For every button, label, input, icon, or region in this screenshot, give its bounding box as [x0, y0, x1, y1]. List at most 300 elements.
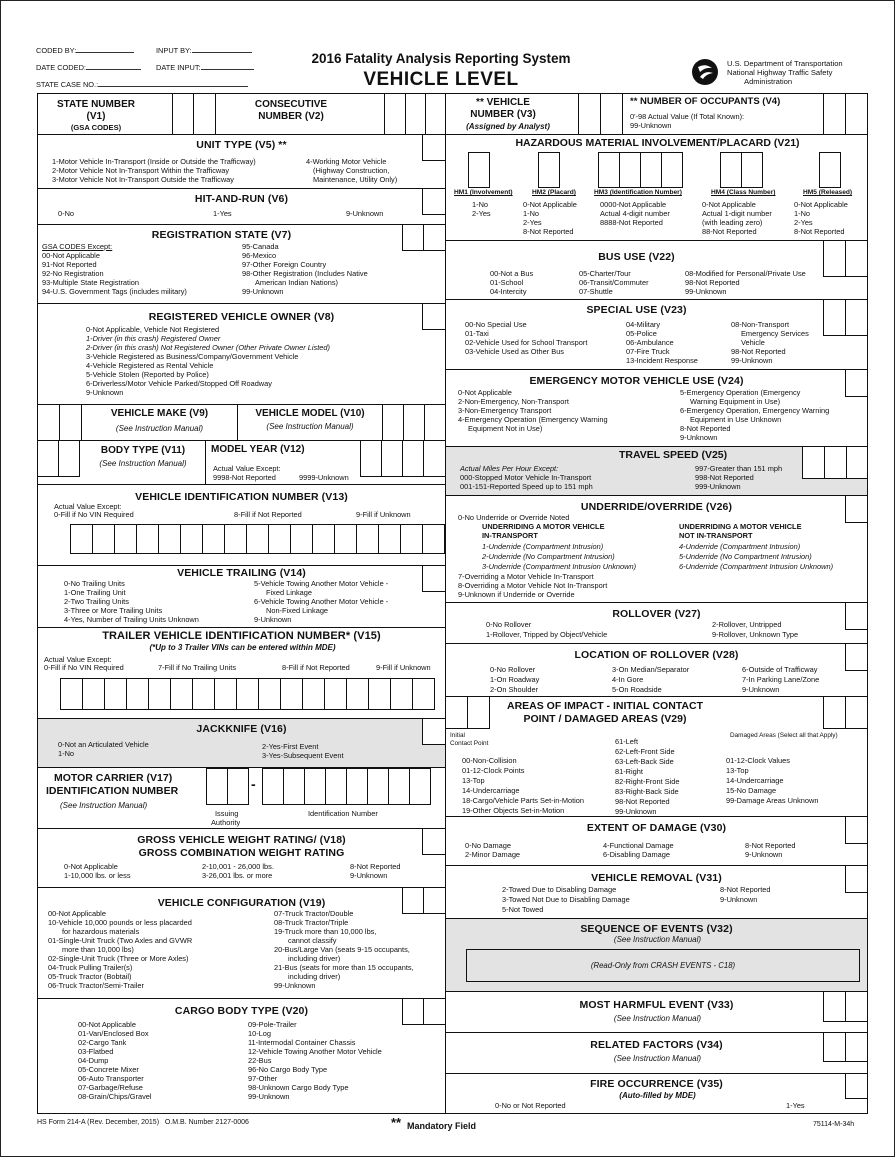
initial-contact-digit-1[interactable] [445, 696, 468, 729]
harmful-event-section [445, 991, 868, 1033]
hm5-opt-8: 8-Not Reported [794, 227, 845, 236]
trailer-vin-char-17[interactable] [412, 678, 435, 710]
impact-section [445, 696, 868, 817]
hm2-box[interactable] [538, 152, 560, 188]
harmful-digit-1[interactable] [823, 991, 846, 1022]
unit-type-opt-4: 4-Working Motor Vehicle [306, 157, 387, 166]
impact-opt-81: 81-Right [615, 767, 643, 776]
fire-section [445, 1073, 868, 1114]
vin-char-6[interactable] [180, 524, 203, 554]
form-code: 75114-M-34h [813, 1121, 855, 1128]
state-number-digit-2[interactable] [193, 93, 216, 135]
model-digit-3[interactable] [424, 404, 446, 441]
cargo-opt-00: 00-Not Applicable [78, 1020, 136, 1029]
cargo-opt-98: 98-Unknown Cargo Body Type [248, 1083, 349, 1092]
cargo-body-section [37, 998, 446, 1114]
emergency-title: EMERGENCY MOTOR VEHICLE USE (V24) [529, 375, 744, 387]
hm4-opt-0: 0-Not Applicable [702, 200, 756, 209]
jackknife-title: JACKKNIFE (V16) [196, 723, 287, 735]
rollover-title: ROLLOVER (V27) [612, 608, 701, 620]
hm1-box[interactable] [468, 152, 490, 188]
config-opt-10b: for hazardous materials [62, 927, 140, 936]
carrier-id-6[interactable] [367, 768, 389, 805]
vin-char-13[interactable] [334, 524, 357, 554]
impact-opt-99: 99-Unknown [615, 807, 657, 816]
trailing-opt-1: 1-One Trailing Unit [64, 588, 126, 597]
hit-run-yes: 1-Yes [213, 209, 232, 218]
hm4-opt-leading: (with leading zero) [702, 218, 763, 227]
rollover-location-title: LOCATION OF ROLLOVER (V28) [574, 649, 739, 661]
underride-opt-4: 4-Underride (Compartment Intrusion) [679, 542, 801, 551]
trailer-vin-char-2[interactable] [82, 678, 105, 710]
underride-opt-9: 9-Unknown if Underride or Override [458, 590, 575, 599]
special-digit-1[interactable] [823, 299, 846, 336]
impact-contact-label: Contact Point [450, 740, 489, 747]
speed-digit-2[interactable] [824, 446, 847, 479]
bus-opt-08: 08-Modified for Personal/Private Use [685, 269, 806, 278]
model-sub: (See Instruction Manual) [266, 422, 354, 431]
date-input-label: DATE INPUT: [156, 62, 254, 72]
config-opt-20: 20-Bus/Large Van (seats 9-15 occupants, [274, 945, 410, 954]
sequence-events-section [445, 918, 868, 992]
config-opt-06: 06-Truck Tractor/Semi-Trailer [48, 981, 144, 990]
unit-type-opt-1: 1-Motor Vehicle In-Transport (Inside or Outside the Trafficway) [52, 157, 256, 166]
vehicle-number-digit-1[interactable] [578, 93, 601, 135]
special-opt-04: 04-Military [626, 320, 661, 329]
damage-opt-15: 15-No Damage [726, 786, 777, 795]
agency-line-1: U.S. Department of Transportation [727, 59, 843, 68]
carrier-id-7[interactable] [388, 768, 410, 805]
impact-opt-63: 63-Left-Back Side [615, 757, 674, 766]
config-opt-10: 10-Vehicle 10,000 pounds or less placarded [48, 918, 192, 927]
config-opt-01b: more than 10,000 lbs) [62, 945, 134, 954]
removal-opt-9: 9-Unknown [720, 895, 758, 904]
rollover-location-section [445, 643, 868, 697]
sequence-readonly-field: (Read-Only from CRASH EVENTS - C18) [466, 949, 860, 982]
cargo-opt-07: 07-Garbage/Refuse [78, 1083, 143, 1092]
consecutive-digit-2[interactable] [405, 93, 426, 135]
hm3-digit-4[interactable] [661, 152, 683, 188]
vin-char-10[interactable] [268, 524, 291, 554]
trailer-vin-char-6[interactable] [170, 678, 193, 710]
emergency-opt-2: 2-Non-Emergency, Non-Transport [458, 397, 569, 406]
removal-opt-8: 8-Not Reported [720, 885, 771, 894]
bus-opt-07: 07-Shuttle [579, 287, 613, 296]
bus-digit-2[interactable] [845, 240, 868, 277]
owner-opt-3: 3-Vehicle Registered as Business/Company/Government Vehicle [86, 352, 299, 361]
harmful-digit-2[interactable] [845, 991, 868, 1022]
config-opt-19b: cannot classify [288, 936, 337, 945]
vehicle-make-section [37, 404, 238, 441]
damaged-areas-digit-1[interactable] [823, 696, 846, 729]
underride-opt-1: 1-Underride (Compartment Intrusion) [482, 542, 604, 551]
state-number-digit-1[interactable] [172, 93, 194, 135]
trailer-vin-char-11[interactable] [280, 678, 303, 710]
vin-char-4[interactable] [136, 524, 159, 554]
cargo-opt-08: 08-Grain/Chips/Gravel [78, 1092, 152, 1101]
trailer-vin-char-9[interactable] [236, 678, 259, 710]
make-digit-2[interactable] [59, 404, 82, 441]
hm4-opt-actual: Actual 1-digit number [702, 209, 772, 218]
special-opt-07: 07-Fire Truck [626, 347, 670, 356]
damaged-areas-digit-2[interactable] [845, 696, 868, 729]
extent-opt-9: 9-Unknown [745, 850, 783, 859]
factors-digit-1[interactable] [823, 1032, 846, 1062]
reg-state-94: 94-U.S. Government Tags (includes military) [42, 287, 187, 296]
occupants-digit-2[interactable] [845, 93, 868, 135]
hit-run-section [37, 188, 446, 225]
consecutive-digit-1[interactable] [384, 93, 406, 135]
gvwr-opt-1: 1-10,000 lbs. or less [64, 871, 131, 880]
jackknife-section [37, 718, 446, 768]
carrier-id-2[interactable] [283, 768, 305, 805]
state-number-code: (V1) [86, 111, 106, 122]
speed-except: Actual Miles Per Hour Except: [460, 464, 559, 473]
vin-char-14[interactable] [356, 524, 379, 554]
vin-except: Actual Value Except: [54, 502, 122, 511]
consecutive-number-section [215, 93, 446, 135]
underride-opt-7: 7-Overriding a Motor Vehicle In-Transport [458, 572, 594, 581]
impact-initial-label: Initial [450, 732, 465, 739]
vin-char-2[interactable] [92, 524, 115, 554]
state-number-section [37, 93, 216, 135]
rollloc-opt-5: 5-On Roadside [612, 685, 662, 694]
special-digit-2[interactable] [845, 299, 868, 336]
emergency-opt-4: 4-Emergency Operation (Emergency Warning [458, 415, 608, 424]
agency-line-2: National Highway Traffic Safety [727, 68, 833, 77]
speed-opt-998: 998-Not Reported [695, 473, 754, 482]
rollloc-opt-1: 1-On Roadway [490, 675, 540, 684]
related-factors-sub: (See Instruction Manual) [613, 1054, 702, 1063]
occupants-unknown: 99-Unknown [630, 121, 672, 130]
config-digit-1[interactable] [402, 887, 424, 914]
emergency-opt-5b: Warning Equipment in Use) [690, 397, 781, 406]
trailer-vin-char-10[interactable] [258, 678, 281, 710]
special-use-title: SPECIAL USE (V23) [586, 304, 687, 316]
underride-section [445, 495, 868, 603]
vehicle-number-digit-2[interactable] [600, 93, 623, 135]
model-title: VEHICLE MODEL (V10) [255, 408, 365, 419]
owner-opt-6: 6-Driverless/Motor Vehicle Parked/Stopped Off Roadway [86, 379, 272, 388]
cargo-opt-01: 01-Van/Enclosed Box [78, 1029, 149, 1038]
impact-title-2: POINT / DAMAGED AREAS (V29) [523, 713, 687, 725]
jackknife-box[interactable] [422, 718, 446, 745]
trailer-vin-char-15[interactable] [368, 678, 391, 710]
gvwr-box[interactable] [422, 828, 446, 855]
fire-opt-0: 0-No or Not Reported [495, 1101, 566, 1110]
hm2-opt-1: 1-No [523, 209, 540, 218]
config-opt-21b: including driver) [288, 972, 341, 981]
vin-char-1[interactable] [70, 524, 93, 554]
body-digit-2[interactable] [58, 440, 80, 477]
trailing-box[interactable] [422, 565, 446, 592]
factors-digit-2[interactable] [845, 1032, 868, 1062]
harmful-event-sub: (See Instruction Manual) [613, 1014, 702, 1023]
damage-opt-13: 13-Top [726, 766, 749, 775]
hm3-digit-1[interactable] [598, 152, 620, 188]
trailing-opt-6: 6-Vehicle Towing Another Motor Vehicle - [254, 597, 389, 606]
impact-opt-83: 83-Right-Back Side [615, 787, 679, 796]
cargo-opt-99: 99-Unknown [248, 1092, 290, 1101]
trailer-vin-char-5[interactable] [148, 678, 171, 710]
travel-speed-section [445, 446, 868, 496]
carrier-auth-1[interactable] [206, 768, 228, 805]
occupants-actual: 0'-98 Actual Value (If Total Known): [630, 112, 745, 121]
harmful-event-title: MOST HARMFUL EVENT (V33) [579, 999, 734, 1011]
damage-opt-99: 99-Damage Areas Unknown [726, 796, 819, 805]
make-sub: (See Instruction Manual) [115, 424, 204, 433]
underride-heading-1b: IN-TRANSPORT [482, 531, 538, 540]
carrier-auth-2[interactable] [227, 768, 249, 805]
make-digit-1[interactable] [37, 404, 60, 441]
trailer-vin-section [37, 627, 446, 719]
bus-opt-99: 99-Unknown [685, 287, 727, 296]
hm2-opt-0: 0-Not Applicable [523, 200, 577, 209]
speed-digit-1[interactable] [802, 446, 825, 479]
fire-box[interactable] [845, 1073, 868, 1099]
carrier-sub: (See Instruction Manual) [60, 801, 148, 810]
vehicle-number-section [445, 93, 623, 135]
vin-char-11[interactable] [290, 524, 313, 554]
hm3-digit-2[interactable] [619, 152, 641, 188]
trailer-vin-char-13[interactable] [324, 678, 347, 710]
extent-opt-2: 2-Minor Damage [465, 850, 521, 859]
reg-state-gsa: GSA CODES Except: [42, 242, 113, 251]
state-number-title: STATE NUMBER [57, 99, 135, 110]
carrier-id-5[interactable] [346, 768, 368, 805]
vin-char-9[interactable] [246, 524, 269, 554]
special-opt-03: 03-Vehicle Used as Other Bus [465, 347, 565, 356]
trailing-opt-5b: Fixed Linkage [266, 588, 313, 597]
reg-state-digit-2[interactable] [423, 224, 446, 251]
reg-state-99: 99-Unknown [242, 287, 284, 296]
trailer-vin-char-12[interactable] [302, 678, 325, 710]
underride-title: UNDERRIDE/OVERRIDE (V26) [580, 501, 733, 513]
model-year-digit-4[interactable] [423, 440, 446, 477]
make-title: VEHICLE MAKE (V9) [110, 408, 209, 419]
occupants-digit-1[interactable] [823, 93, 846, 135]
vehicle-removal-section [445, 865, 868, 919]
vin-char-8[interactable] [224, 524, 247, 554]
model-digit-2[interactable] [403, 404, 425, 441]
hm5-opt-1: 1-No [794, 209, 811, 218]
emergency-section [445, 369, 868, 447]
motor-carrier-section [37, 767, 446, 829]
rollover-section [445, 602, 868, 644]
special-opt-98: 98-Not Reported [731, 347, 786, 356]
carrier-issuing-label: Issuing [215, 809, 239, 818]
vehicle-removal-box[interactable] [845, 865, 868, 893]
unit-type-opt-4c: Maintenance, Utility Only) [313, 175, 398, 184]
vin-char-16[interactable] [400, 524, 423, 554]
config-opt-19: 19-Truck more than 10,000 lbs, [274, 927, 377, 936]
damage-opt-14: 14-Undercarriage [726, 776, 784, 785]
vin-char-15[interactable] [378, 524, 401, 554]
hm3-digit-3[interactable] [640, 152, 662, 188]
speed-opt-999: 999-Unknown [695, 482, 741, 491]
cargo-opt-05: 05-Concrete Mixer [78, 1065, 139, 1074]
vin-section [37, 484, 446, 566]
config-opt-99: 99-Unknown [274, 981, 316, 990]
unit-type-opt-4b: (Highway Construction, [313, 166, 390, 175]
gvwr-section [37, 828, 446, 888]
extent-opt-4: 4-Functional Damage [603, 841, 674, 850]
emergency-box[interactable] [845, 369, 868, 397]
impact-opt-98: 98-Not Reported [615, 797, 670, 806]
model-year-9999: 9999-Unknown [299, 473, 349, 482]
carrier-id-8[interactable] [409, 768, 431, 805]
hm4-digit-1[interactable] [720, 152, 742, 188]
vin-opt-0: 0-Fill if No VIN Required [54, 510, 134, 519]
registration-state-title: REGISTRATION STATE (V7) [151, 229, 292, 241]
body-type-section [37, 440, 206, 485]
carrier-id-1[interactable] [262, 768, 284, 805]
registered-owner-box[interactable] [422, 303, 446, 330]
gvwr-opt-8: 8-Not Reported [350, 862, 401, 871]
reg-state-92: 92-No Registration [42, 269, 104, 278]
related-factors-title: RELATED FACTORS (V34) [590, 1039, 723, 1051]
reg-state-91: 91-Not Reported [42, 260, 97, 269]
bus-opt-05: 05-Charter/Tour [579, 269, 631, 278]
unit-type-title: UNIT TYPE (V5) ** [196, 139, 287, 151]
impact-opt-01: 01-12-Clock Points [462, 766, 525, 775]
vehicle-number-title: ** VEHICLE [476, 97, 530, 108]
gvwr-opt-9: 9-Unknown [350, 871, 388, 880]
model-year-title: MODEL YEAR (V12) [211, 444, 305, 455]
emergency-opt-8: 8-Not Reported [680, 424, 731, 433]
impact-opt-61: 61-Left [615, 737, 639, 746]
cargo-digit-1[interactable] [402, 998, 424, 1025]
gvwr-title: GROSS VEHICLE WEIGHT RATING/ (V18) [137, 834, 346, 846]
agency-line-3: Administration [744, 77, 793, 86]
model-digit-1[interactable] [382, 404, 404, 441]
gvwr-opt-0: 0-Not Applicable [64, 862, 118, 871]
initial-contact-digit-2[interactable] [467, 696, 490, 729]
trailer-vin-char-14[interactable] [346, 678, 369, 710]
emergency-opt-0: 0-Not Applicable [458, 388, 512, 397]
trailer-vin-char-4[interactable] [126, 678, 149, 710]
hit-run-box[interactable] [422, 188, 446, 215]
trailing-opt-3: 3-Three or More Trailing Units [64, 606, 163, 615]
owner-opt-9: 9-Unknown [86, 388, 124, 397]
jackknife-opt-1: 1-No [58, 749, 75, 758]
body-digit-1[interactable] [37, 440, 59, 477]
emergency-opt-6b: Equipment in Use Unknown [690, 415, 782, 424]
hazmat-title: HAZARDOUS MATERIAL INVOLVEMENT/PLACARD (V21) [515, 137, 800, 149]
system-title: 2016 Fatality Analysis Reporting System [311, 51, 571, 66]
speed-digit-3[interactable] [846, 446, 868, 479]
trailer-vin-char-8[interactable] [214, 678, 237, 710]
consecutive-digit-3[interactable] [425, 93, 446, 135]
reg-state-93: 93-Multiple State Registration [42, 278, 139, 287]
vehicle-number-note: (Assigned by Analyst) [466, 122, 550, 131]
trailer-vin-char-3[interactable] [104, 678, 127, 710]
vin-char-3[interactable] [114, 524, 137, 554]
cargo-opt-96: 96-No Cargo Body Type [248, 1065, 328, 1074]
hm3-opt-actual: Actual 4-digit number [600, 209, 670, 218]
gvwr-opt-2: 2-10,001 - 26,000 lbs. [202, 862, 274, 871]
model-year-digit-2[interactable] [381, 440, 403, 477]
fire-sub: (Auto-filled by MDE) [619, 1091, 696, 1100]
cargo-opt-11: 11-Intermodal Container Chassis [248, 1038, 356, 1047]
carrier-id-label: Identification Number [308, 809, 378, 818]
trailer-vin-char-16[interactable] [390, 678, 413, 710]
rollover-location-box[interactable] [845, 643, 868, 671]
removal-opt-3: 3-Towed Not Due to Disabling Damage [502, 895, 630, 904]
hm1-opt-2: 2-Yes [472, 209, 491, 218]
rollover-box[interactable] [845, 602, 868, 630]
underride-opt-2: 2-Underride (No Compartment Intrusion) [482, 552, 615, 561]
vin-char-5[interactable] [158, 524, 181, 554]
trailing-opt-5: 5-Vehicle Towing Another Motor Vehicle - [254, 579, 389, 588]
level-title: VEHICLE LEVEL [363, 69, 519, 90]
hazmat-section [445, 134, 868, 241]
impact-opt-18: 18-Cargo/Vehicle Parts Set-in-Motion [462, 796, 585, 805]
carrier-id-4[interactable] [325, 768, 347, 805]
consecutive-title: CONSECUTIVE [254, 99, 328, 110]
special-opt-99: 99-Unknown [731, 356, 773, 365]
carrier-id-3[interactable] [304, 768, 326, 805]
hm5-box[interactable] [819, 152, 841, 188]
impact-opt-62: 62-Left-Front Side [615, 747, 675, 756]
hm5-opt-0: 0-Not Applicable [794, 200, 848, 209]
model-year-digit-1[interactable] [360, 440, 382, 477]
fire-opt-1: 1-Yes [786, 1101, 805, 1110]
vin-char-7[interactable] [202, 524, 225, 554]
extent-damage-box[interactable] [845, 816, 868, 844]
extent-opt-6: 6-Disabling Damage [603, 850, 670, 859]
cargo-digit-2[interactable] [423, 998, 446, 1025]
trailing-opt-4: 4-Yes, Number of Trailing Units Unknown [64, 615, 199, 624]
special-opt-05: 05-Police [626, 329, 657, 338]
hm1-opt-1: 1-No [472, 200, 489, 209]
trailer-vin-char-7[interactable] [192, 678, 215, 710]
reg-state-digit-1[interactable] [402, 224, 424, 251]
bus-opt-98: 98-Not Reported [685, 278, 740, 287]
date-coded-label: DATE CODED: [36, 62, 141, 72]
coded-by-label: CODED BY: [36, 45, 134, 55]
occupants-title: ** NUMBER OF OCCUPANTS (V4) [630, 96, 781, 107]
config-opt-08: 08-Truck Tractor/Triple [274, 918, 349, 927]
cargo-opt-02: 02-Cargo Tank [78, 1038, 127, 1047]
trailer-vin-char-1[interactable] [60, 678, 83, 710]
reg-state-00: 00-Not Applicable [42, 251, 100, 260]
config-digit-2[interactable] [423, 887, 446, 914]
hm4-digit-2[interactable] [741, 152, 763, 188]
bus-use-title: BUS USE (V22) [598, 251, 675, 263]
rollloc-opt-9: 9-Unknown [742, 685, 780, 694]
impact-opt-19: 19-Other Objects Set-in-Motion [462, 806, 565, 815]
sequence-title: SEQUENCE OF EVENTS (V32) [580, 923, 733, 935]
vin-char-12[interactable] [312, 524, 335, 554]
special-opt-00: 00-No Special Use [465, 320, 527, 329]
unit-type-box[interactable] [422, 134, 446, 161]
configuration-title: VEHICLE CONFIGURATION (V19) [157, 897, 326, 909]
vin-opt-9: 9-Fill if Unknown [356, 510, 411, 519]
gcwr-title: GROSS COMBINATION WEIGHT RATING [138, 847, 345, 859]
emergency-opt-3: 3-Non-Emergency Transport [458, 406, 552, 415]
cargo-opt-97: 97-Other [248, 1074, 278, 1083]
underride-box[interactable] [845, 495, 868, 523]
cargo-opt-22: 22-Bus [248, 1056, 272, 1065]
removal-opt-2: 2-Towed Due to Disabling Damage [502, 885, 617, 894]
bus-digit-1[interactable] [823, 240, 846, 277]
gvwr-opt-3: 3-26,001 lbs. or more [202, 871, 273, 880]
reg-state-98: 98-Other Registration (Includes Native [242, 269, 368, 278]
vin-char-17[interactable] [422, 524, 445, 554]
trailer-vin-except: Actual Value Except: [44, 655, 112, 664]
model-year-digit-3[interactable] [402, 440, 424, 477]
